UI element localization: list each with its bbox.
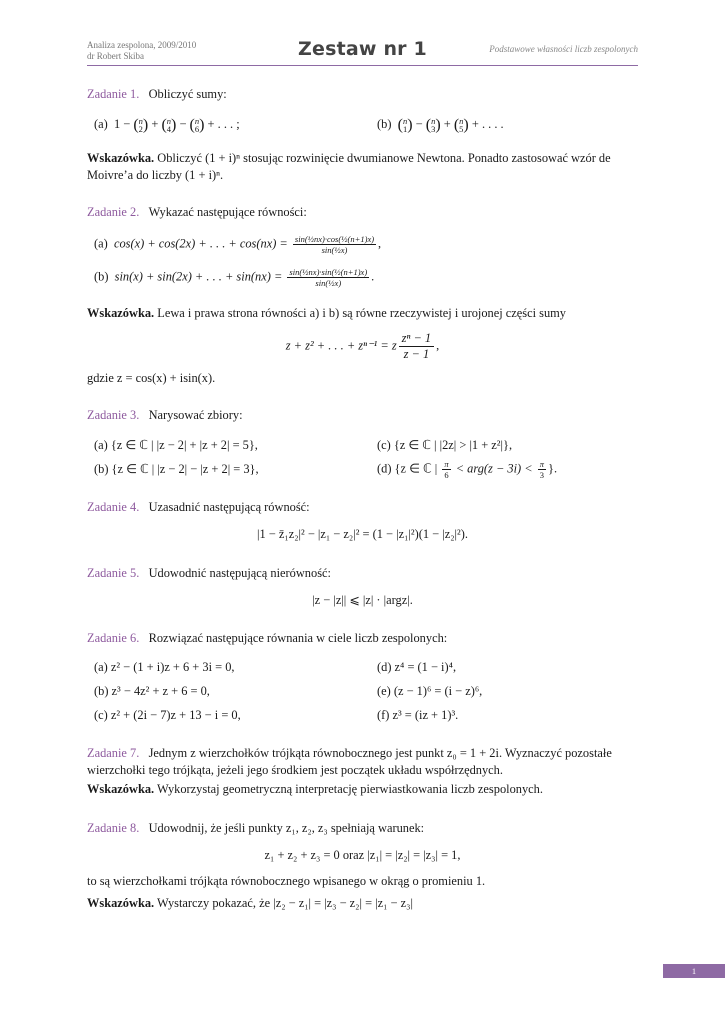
task-label: Zadanie 6. [87,631,140,645]
task-3-d: (d) {z ∈ ℂ | $\frac{\pi}{6}$ < arg(z − 3i) < $\frac{\pi}{3}$ }. [377,459,558,480]
hint-text: Lewa i prawa strona równości a) i b) są równe rzeczywistej i urojonej części sumy [157,306,566,320]
task-1-a: (a) 1 − (n 2) + (n 4) − (n 6) + . . . ; [94,116,240,135]
task-6-heading [87,630,447,647]
hint-text: Obliczyć (1 + i)ⁿ stosując rozwinięcie dwumianowe Newtona. Ponadto zastosować wzór de Moivre’a do liczby (1 + i)ⁿ. [87,151,611,182]
equation-lhs: cos(x) + cos(2x) + . . . + cos(nx) = [113,236,288,251]
task-2-hint [87,305,566,322]
item-tail: + . . . ; [207,117,240,131]
page-number: 1 [663,964,725,978]
task-8-equation: z₁ + z₂ + z₃ = 0 oraz |z₁| = |z₂| = |z₃| = 1, [264,848,461,862]
task-text: Uzasadnić następującą równość: [148,500,310,514]
task-text: Jednym z wierzchołków trójkąta równobocznego jest punkt z₀ = 1 + 2i. Wyznaczyć pozostałe wierzchołki tego trójkąta, jeżeli jego środkiem jest początek układu współrzędnych. [87,746,612,777]
hint-label: Wskazówka. [87,306,155,320]
course-name: Analiza zespolona, 2009/2010 [87,40,197,50]
task-4-heading [87,499,310,516]
task-4-equation: |1 − z̄₁z₂|² − |z₁ − z₂|² = (1 − |z₁|²)(1 − |z₂|²). [257,527,468,541]
hint-label: Wskazówka. [87,896,155,910]
task-text: Rozwiązać następujące równania w ciele liczb zespolonych: [148,631,448,645]
fraction: $\frac{\text{sin(½nx)·cos(½(n+1)x)}}{\text{sin(½x)}}$ [294,234,375,255]
task-2-a: (a) cos(x) + cos(2x) + . . . + cos(nx) = $\frac{\text{sin(½nx)·cos(½(n+1)x)}}{\text{sin(½x)}}$ , [94,234,382,255]
task-label: Zadanie 1. [87,87,140,101]
item-label: (b) [377,117,392,131]
task-text: Narysować zbiory: [148,408,243,422]
hint-label: Wskazówka. [87,782,155,796]
task-8-hint [87,895,413,912]
task-7-heading [87,745,639,779]
task-5-heading [87,565,331,582]
page-title: Zestaw nr 1 [298,38,427,60]
task-label: Zadanie 3. [87,408,140,422]
item-label: (a) [94,117,108,131]
task-6-c: (c) z² + (2i − 7)z + 13 − i = 0, [94,708,241,722]
task-text: Udowodnić następującą nierówność: [148,566,331,580]
task-6-b: (b) z³ − 4z² + z + 6 = 0, [94,684,210,698]
task-3-c: (c) {z ∈ ℂ | |2z| > |1 + z²|}, [377,438,513,452]
fraction: $\frac{\text{sin(½nx)·sin(½(n+1)x)}}{\text{sin(½x)}}$ [289,267,368,288]
task-label: Zadanie 2. [87,205,140,219]
task-1-b: (b) (n 1) − (n 3) + (n 5) + . . . . [377,116,504,135]
task-7-hint [87,781,543,798]
task-label: Zadanie 8. [87,821,140,835]
task-8-heading [87,820,424,837]
task-2-heading [87,204,307,221]
author-name: dr Robert Skiba [87,51,144,61]
task-text: Wykazać następujące równości: [148,205,307,219]
task-2-sum-equation: z + z² + . . . + zⁿ⁻¹ = z $\frac{\text{zⁿ − 1}}{z - 1}$ , [285,331,440,361]
task-label: Zadanie 4. [87,500,140,514]
header-rule [87,65,638,66]
task-6-d: (d) z⁴ = (1 − i)⁴, [377,660,457,674]
item-label: (b) [94,269,109,284]
task-3-a: (a) {z ∈ ℂ | |z − 2| + |z + 2| = 5}, [94,438,258,452]
task-text: Udowodnij, że jeśli punkty z₁, z₂, z₃ spełniają warunek: [148,821,425,835]
task-label: Zadanie 5. [87,566,140,580]
task-1-heading [87,86,227,103]
task-text: Obliczyć sumy: [148,87,227,101]
page-subtitle: Podstawowe własności liczb zespolonych [489,44,638,54]
task-2-b: (b) sin(x) + sin(2x) + . . . + sin(nx) = $\frac{\text{sin(½nx)·sin(½(n+1)x)}}{\text{sin(½x)}}$ . [94,267,375,288]
hint-label: Wskazówka. [87,151,155,165]
task-1-hint [87,150,639,184]
task-3-heading [87,407,243,424]
task-6-a: (a) z² − (1 + i)z + 6 + 3i = 0, [94,660,235,674]
hint-text: Wystarczy pokazać, że |z₂ − z₁| = |z₃ − z₂| = |z₁ − z₃| [157,896,413,910]
task-3-b: (b) {z ∈ ℂ | |z − 2| − |z + 2| = 3}, [94,462,259,476]
task-6-e: (e) (z − 1)⁶ = (i − z)⁶, [377,684,483,698]
item-tail: + . . . . [471,117,504,131]
task-6-f: (f) z³ = (iz + 1)³. [377,708,459,722]
hint-text: Wykorzystaj geometryczną interpretację pierwiastkowania liczb zespolonych. [157,782,543,796]
task-label: Zadanie 7. [87,746,140,760]
equation-lhs: sin(x) + sin(2x) + . . . + sin(nx) = [114,269,283,284]
task-8-conclusion: to są wierzchołkami trójkąta równobocznego wpisanego w okrąg o promieniu 1. [87,874,486,888]
item-label: (a) [94,236,108,251]
task-5-equation: |z − |z|| ⩽ |z| · |argz|. [312,593,413,607]
task-2-where: gdzie z = cos(x) + isin(x). [87,371,216,385]
